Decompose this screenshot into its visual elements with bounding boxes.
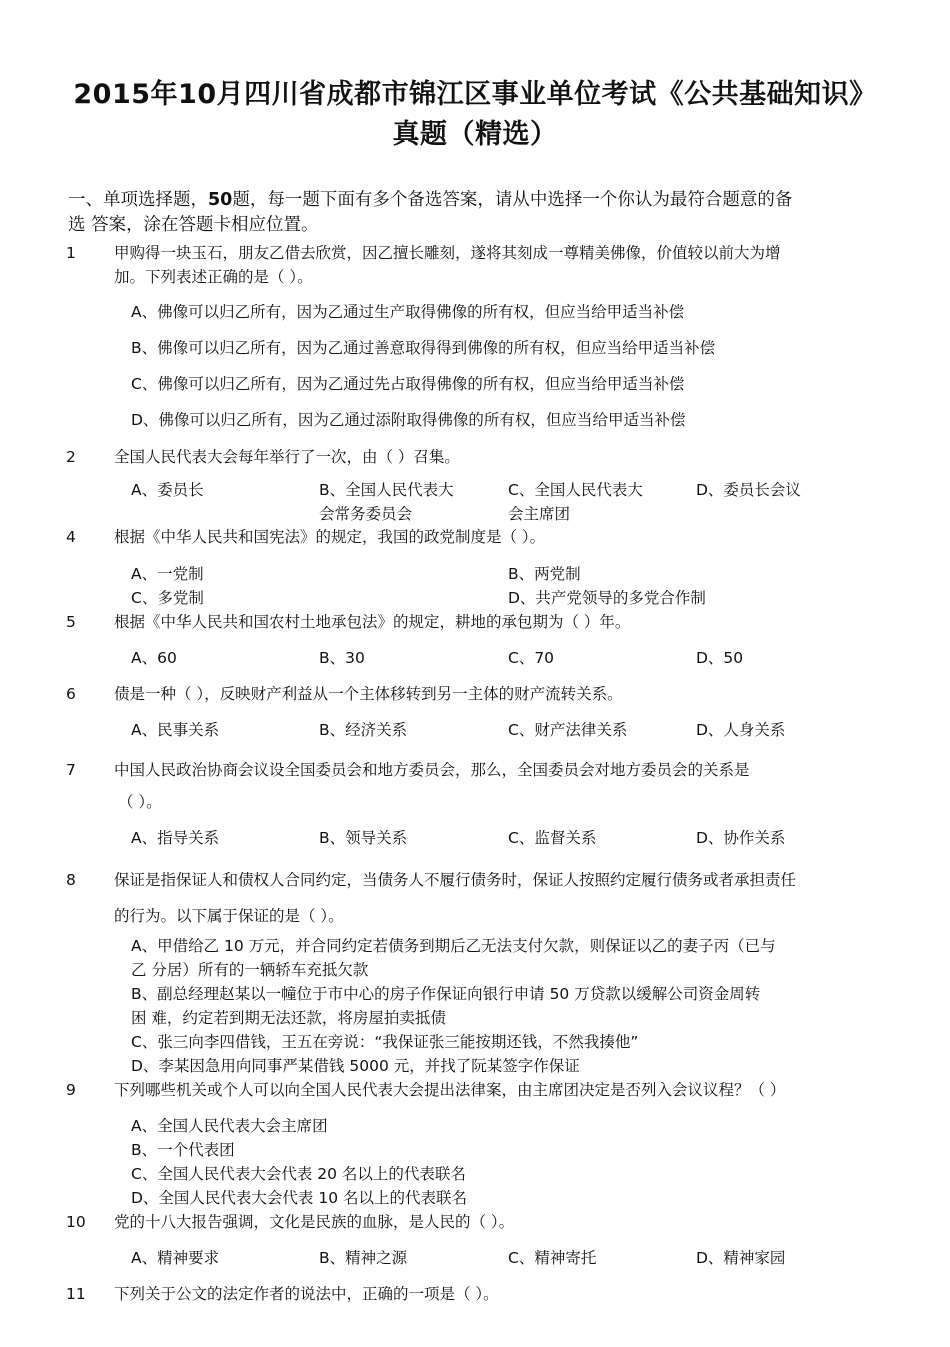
option-c: C、财产法律关系 (508, 721, 628, 739)
option-list (131, 934, 831, 1078)
option-c: C、多党制 (131, 589, 204, 607)
question-stem: 下列哪些机关或个人可以向全国人民代表大会提出法律案，由主席团决定是否列入会议议程？（ ） (114, 1081, 786, 1099)
intro-suffix: 题，每一题下面有多个备选答案，请从中选择一个你认为最符合题意的备 (232, 190, 793, 210)
option-line: C、全国人民代表大 (508, 481, 643, 499)
question-stem: 债是一种（ ），反映财产利益从一个主体移转到另一主体的财产流转关系。 (114, 685, 623, 703)
option-b: B、精神之源 (319, 1249, 408, 1267)
option-line: 会主席团 (508, 505, 571, 523)
option-b: B、30 (319, 649, 365, 667)
option-b (319, 478, 454, 526)
option-c: C、佛像可以归乙所有，因为乙通过先占取得佛像的所有权，但应当给甲适当补偿 (131, 375, 685, 393)
option-c: C、监督关系 (508, 829, 597, 847)
option-c: C、张三向李四借钱，王五在旁说：“我保证张三能按期还钱，不然我揍他” (131, 1033, 639, 1051)
option-a: A、一党制 (131, 565, 204, 583)
question-number: 5 (66, 613, 76, 631)
option-line: 困 难，约定若到期无法还款，将房屋拍卖抵债 (131, 1009, 446, 1027)
option-line: 乙 分居）所有的一辆轿车充抵欠款 (131, 961, 369, 979)
question-number: 1 (66, 244, 76, 262)
option-d: D、委员长会议 (696, 481, 801, 499)
question-number: 2 (66, 448, 76, 466)
option-a (131, 934, 831, 982)
option-d: D、精神家园 (696, 1249, 786, 1267)
stem-line: （ ）。 (118, 793, 162, 811)
question-stem (114, 862, 866, 934)
option-line: B、副总经理赵某以一幢位于市中心的房子作保证向银行申请 50 万贷款以缓解公司资金周转 (131, 985, 761, 1003)
intro-line2: 选 答案，涂在答题卡相应位置。 (68, 215, 319, 235)
question-stem: 根据《中华人民共和国宪法》的规定，我国的政党制度是（ ）。 (114, 528, 546, 546)
option-a: A、指导关系 (131, 829, 220, 847)
option-d: D、50 (696, 649, 744, 667)
option-line: B、全国人民代表大 (319, 481, 454, 499)
option-d: D、协作关系 (696, 829, 786, 847)
option-d: D、李某因急用向同事严某借钱 5000 元，并找了阮某签字作保证 (131, 1057, 580, 1075)
question-number: 7 (66, 761, 76, 779)
option-a: A、佛像可以归乙所有，因为乙通过生产取得佛像的所有权，但应当给甲适当补偿 (131, 303, 685, 321)
intro-count: 50 (208, 190, 233, 210)
question-number: 8 (66, 871, 76, 889)
option-d: D、全国人民代表大会代表 10 名以上的代表联名 (131, 1189, 468, 1207)
option-b: B、一个代表团 (131, 1141, 235, 1159)
option-d: D、佛像可以归乙所有，因为乙通过添附取得佛像的所有权，但应当给甲适当补偿 (131, 411, 686, 429)
option-b: B、领导关系 (319, 829, 408, 847)
question-stem: 下列关于公文的法定作者的说法中，正确的一项是（ ）。 (114, 1285, 499, 1303)
question-number: 11 (66, 1285, 86, 1303)
stem-line: 的行为。以下属于保证的是（ ）。 (114, 907, 344, 925)
option-line: A、甲借给乙 10 万元，并合同约定若债务到期后乙无法支付欠款，则保证以乙的妻子丙（已与 (131, 937, 776, 955)
option-list (131, 1114, 831, 1210)
question-stem: 根据《中华人民共和国农村土地承包法》的规定，耕地的承包期为（ ）年。 (114, 613, 631, 631)
intro-prefix: 一、单项选择题， (68, 190, 208, 210)
option-line: 会常务委员会 (319, 505, 413, 523)
option-d: D、人身关系 (696, 721, 786, 739)
option-a: A、委员长 (131, 481, 204, 499)
question-number: 6 (66, 685, 76, 703)
document-title-line1: 2015年10月四川省成都市锦江区事业单位考试《公共基础知识》 (73, 79, 877, 110)
question-stem (114, 754, 866, 818)
option-a: A、精神要求 (131, 1249, 220, 1267)
question-number: 9 (66, 1081, 76, 1099)
stem-line: 甲购得一块玉石，朋友乙借去欣赏，因乙擅长雕刻，遂将其刻成一尊精美佛像，价值较以前大为增 (114, 244, 781, 262)
option-b: B、经济关系 (319, 721, 408, 739)
option-c (508, 478, 643, 526)
question-number: 10 (66, 1213, 86, 1231)
option-d: D、共产党领导的多党合作制 (508, 589, 706, 607)
option-b: B、两党制 (508, 565, 581, 583)
question-stem: 党的十八大报告强调，文化是民族的血脉，是人民的（ ）。 (114, 1213, 515, 1231)
option-c: C、全国人民代表大会代表 20 名以上的代表联名 (131, 1165, 466, 1183)
question-number: 4 (66, 528, 76, 546)
option-b (131, 982, 831, 1030)
question-stem: 全国人民代表大会每年举行了一次，由（ ）召集。 (114, 448, 460, 466)
option-a: A、全国人民代表大会主席团 (131, 1117, 328, 1135)
option-b: B、佛像可以归乙所有，因为乙通过善意取得得到佛像的所有权，但应当给甲适当补偿 (131, 339, 716, 357)
question-stem (114, 241, 866, 289)
stem-line: 保证是指保证人和债权人合同约定，当债务人不履行债务时，保证人按照约定履行债务或者承担责任 (114, 871, 797, 889)
section-intro (68, 188, 868, 238)
document-title-line2: 真题（精选） (392, 119, 558, 150)
stem-line: 加。下列表述正确的是（ ）。 (114, 268, 313, 286)
option-a: A、民事关系 (131, 721, 220, 739)
option-c: C、精神寄托 (508, 1249, 597, 1267)
option-a: A、60 (131, 649, 177, 667)
stem-line: 中国人民政治协商会议设全国委员会和地方委员会，那么，全国委员会对地方委员会的关系是 (114, 761, 750, 779)
option-c: C、70 (508, 649, 555, 667)
